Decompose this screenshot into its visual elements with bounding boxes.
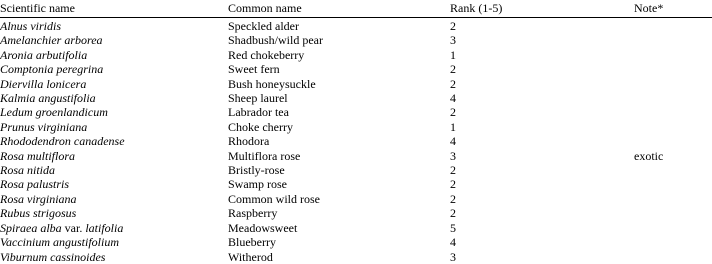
common-name-cell: Common wild rose — [228, 191, 320, 206]
note-cell — [634, 134, 712, 148]
scientific-name: Rosa virginiana — [0, 191, 77, 206]
table-row — [0, 62, 712, 76]
scientific-name: Rhododendron canadense — [0, 134, 125, 149]
header-common-name: Common name — [228, 1, 302, 15]
table-row — [0, 221, 712, 235]
common-name-cell: Speckled alder — [228, 19, 299, 33]
table-row — [0, 91, 712, 105]
scientific-name: Aronia arbutifolia — [0, 47, 88, 62]
scientific-name-cell — [0, 91, 228, 105]
note-cell: exotic — [634, 148, 664, 163]
scientific-name-cell — [0, 33, 228, 47]
scientific-name-variety: latifolia — [85, 220, 124, 235]
scientific-name-cell — [0, 18, 228, 34]
note-cell — [634, 235, 712, 249]
common-name-cell: Bush honeysuckle — [228, 76, 316, 91]
table-row — [0, 105, 712, 119]
note-cell — [634, 163, 712, 177]
scientific-name-cell — [0, 62, 228, 76]
scientific-name: Alnus viridis — [0, 19, 62, 33]
scientific-name: Prunus virginiana — [0, 119, 88, 134]
scientific-name-cell — [0, 177, 228, 191]
rank-cell: 3 — [450, 249, 456, 264]
rank-cell: 2 — [450, 163, 456, 178]
common-name-cell: Sweet fern — [228, 62, 280, 77]
header-row — [0, 0, 712, 18]
rank-cell: 2 — [450, 206, 456, 221]
rank-cell: 5 — [450, 220, 456, 235]
header-rank: Rank (1-5) — [450, 1, 503, 15]
common-name-cell: Sheep laurel — [228, 91, 288, 106]
table-row — [0, 177, 712, 191]
scientific-name-rank-qualifier: var. — [61, 220, 86, 235]
scientific-name-cell — [0, 48, 228, 62]
rank-cell: 4 — [450, 134, 456, 149]
scientific-name: Amelanchier arborea — [0, 33, 103, 48]
rank-cell: 4 — [450, 235, 456, 250]
scientific-name: Rosa palustris — [0, 177, 70, 192]
common-name-cell: Swamp rose — [228, 177, 287, 192]
note-cell — [634, 120, 712, 134]
note-cell — [634, 77, 712, 91]
note-cell — [634, 177, 712, 191]
table-row — [0, 206, 712, 220]
scientific-name: Diervilla lonicera — [0, 76, 87, 91]
table-header — [0, 0, 712, 18]
note-cell — [634, 192, 712, 206]
table-row — [0, 77, 712, 91]
rank-cell: 2 — [450, 76, 456, 91]
scientific-name-cell — [0, 77, 228, 91]
scientific-name: Rosa multiflora — [0, 148, 76, 163]
scientific-name: Vaccinium angustifolium — [0, 235, 119, 250]
common-name-cell: Choke cherry — [228, 119, 293, 134]
scientific-name-cell — [0, 192, 228, 206]
header-note: Note* — [634, 1, 664, 15]
rank-cell: 2 — [450, 62, 456, 77]
scientific-name: Kalmia angustifolia — [0, 91, 96, 106]
scientific-name-cell — [0, 149, 228, 163]
table-row — [0, 134, 712, 148]
rank-cell: 2 — [450, 191, 456, 206]
note-cell — [634, 33, 712, 47]
scientific-name-cell — [0, 221, 228, 235]
common-name-cell: Rhodora — [228, 134, 270, 149]
table-row — [0, 120, 712, 134]
table-row — [0, 192, 712, 206]
common-name-cell: Blueberry — [228, 235, 276, 250]
scientific-name-cell — [0, 105, 228, 119]
table-row — [0, 33, 712, 47]
rank-cell: 3 — [450, 33, 456, 48]
rank-cell: 2 — [450, 177, 456, 192]
table-row — [0, 48, 712, 62]
scientific-name-cell — [0, 235, 228, 249]
note-cell — [634, 48, 712, 62]
note-cell — [634, 91, 712, 105]
rank-cell: 4 — [450, 91, 456, 106]
scientific-name: Rubus strigosus — [0, 206, 77, 221]
common-name-cell: Labrador tea — [228, 105, 289, 120]
note-cell — [634, 62, 712, 76]
scientific-name-cell — [0, 163, 228, 177]
scientific-name: Ledum groenlandicum — [0, 105, 108, 120]
scientific-name-cell — [0, 120, 228, 134]
table-body — [0, 18, 712, 264]
note-cell — [634, 105, 712, 119]
rank-cell: 1 — [450, 47, 456, 62]
common-name-cell: Red chokeberry — [228, 47, 305, 62]
rank-cell: 2 — [450, 105, 456, 120]
common-name-cell: Shadbush/wild pear — [228, 33, 323, 48]
table-row — [0, 149, 712, 163]
scientific-name-cell — [0, 206, 228, 220]
table-row — [0, 18, 712, 34]
rank-cell: 2 — [450, 19, 456, 33]
scientific-name: Viburnum cassinoides — [0, 249, 106, 264]
common-name-cell: Witherod — [228, 249, 273, 264]
common-name-cell: Raspberry — [228, 206, 278, 221]
scientific-name-cell — [0, 134, 228, 148]
rank-cell: 1 — [450, 119, 456, 134]
note-cell — [634, 18, 712, 34]
common-name-cell: Bristly-rose — [228, 163, 285, 178]
common-name-cell: Meadowsweet — [228, 220, 298, 235]
scientific-name: Spiraea alba — [0, 220, 62, 235]
table-row — [0, 235, 712, 249]
common-name-cell: Multiflora rose — [228, 148, 301, 163]
note-cell — [634, 206, 712, 220]
note-cell — [634, 221, 712, 235]
scientific-name: Rosa nitida — [0, 163, 56, 178]
table-row — [0, 163, 712, 177]
scientific-name: Comptonia peregrina — [0, 62, 104, 77]
header-scientific-name: Scientific name — [0, 1, 75, 15]
rank-cell: 3 — [450, 148, 456, 163]
